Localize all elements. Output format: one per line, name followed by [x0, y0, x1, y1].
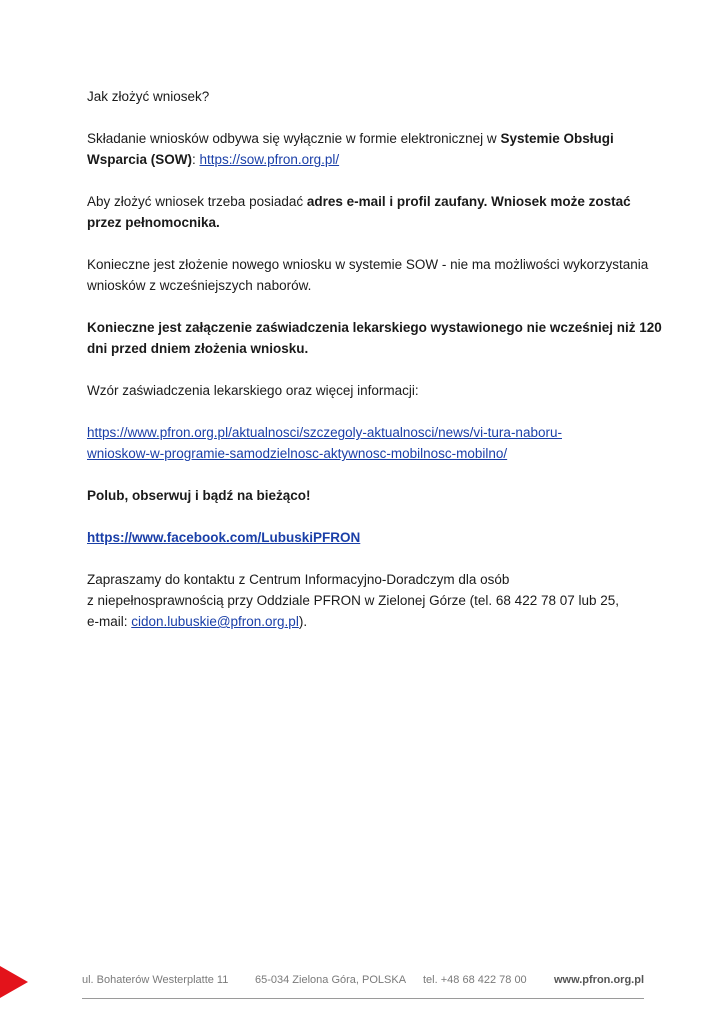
- paragraph-requirements: [87, 191, 667, 233]
- paragraph-medical-certificate: [87, 317, 667, 359]
- bold-text: Wsparcia (SOW): [87, 152, 193, 167]
- link-line: https://www.pfron.org.pl/aktualnosci/szczegoly-aktualnosci/news/vi-tura-naboru-: [87, 425, 562, 440]
- text: Konieczne jest złożenie nowego wniosku w systemie SOW - nie ma możliwości wykorzystania: [87, 257, 649, 272]
- footer-phone: tel. +48 68 422 78 00: [423, 974, 527, 986]
- facebook-link[interactable]: https://www.facebook.com/LubuskiPFRON: [87, 530, 361, 545]
- footer-address: ul. Bohaterów Westerplatte 11: [82, 974, 229, 986]
- text: wniosków z wcześniejszych naborów.: [87, 278, 312, 293]
- paragraph-news-link: [87, 422, 667, 464]
- paragraph-follow: Polub, obserwuj i bądź na bieżąco!: [87, 488, 311, 503]
- paragraph-contact: [87, 569, 667, 632]
- text: Składanie wniosków odbywa się wyłącznie w formie elektronicznej w: [87, 131, 501, 146]
- email-link[interactable]: cidon.lubuskie@pfron.org.pl: [131, 614, 299, 629]
- bold-text: Systemie Obsługi: [500, 131, 614, 146]
- text: :: [192, 152, 200, 167]
- red-arrow-icon: [0, 966, 28, 998]
- footer: [82, 974, 644, 994]
- bold-text: adres e-mail i profil zaufany. Wniosek może zostać: [306, 194, 631, 209]
- bold-text: przez pełnomocnika.: [87, 215, 220, 230]
- text: Zapraszamy do kontaktu z Centrum Informacyjno-Doradczym dla osób: [87, 572, 510, 587]
- text: ).: [298, 614, 308, 629]
- paragraph-new-application: [87, 254, 667, 296]
- link-line: wnioskow-w-programie-samodzielnosc-aktywnosc-mobilnosc-mobilno/: [87, 446, 508, 461]
- footer-city: 65-034 Zielona Góra, POLSKA: [255, 974, 407, 986]
- paragraph-facebook: [87, 527, 667, 548]
- paragraph-sow: [87, 128, 667, 170]
- sow-link[interactable]: https://sow.pfron.org.pl/: [199, 152, 340, 167]
- text: Aby złożyć wniosek trzeba posiadać: [87, 194, 307, 209]
- text: dni przed dniem złożenia wniosku.: [87, 341, 309, 356]
- paragraph-template-info: Wzór zaświadczenia lekarskiego oraz więcej informacji:: [87, 383, 419, 398]
- news-link[interactable]: [87, 425, 562, 461]
- text: e-mail:: [87, 614, 132, 629]
- text: Konieczne jest załączenie zaświadczenia lekarskiego wystawionego nie wcześniej niż 120: [87, 320, 662, 335]
- text: z niepełnosprawnością przy Oddziale PFRON w Zielonej Górze (tel. 68 422 78 07 lub 25,: [87, 593, 620, 608]
- heading-question: Jak złożyć wniosek?: [87, 89, 210, 104]
- footer-divider: [82, 998, 644, 999]
- footer-website: www.pfron.org.pl: [553, 974, 644, 986]
- document-body: [87, 86, 667, 632]
